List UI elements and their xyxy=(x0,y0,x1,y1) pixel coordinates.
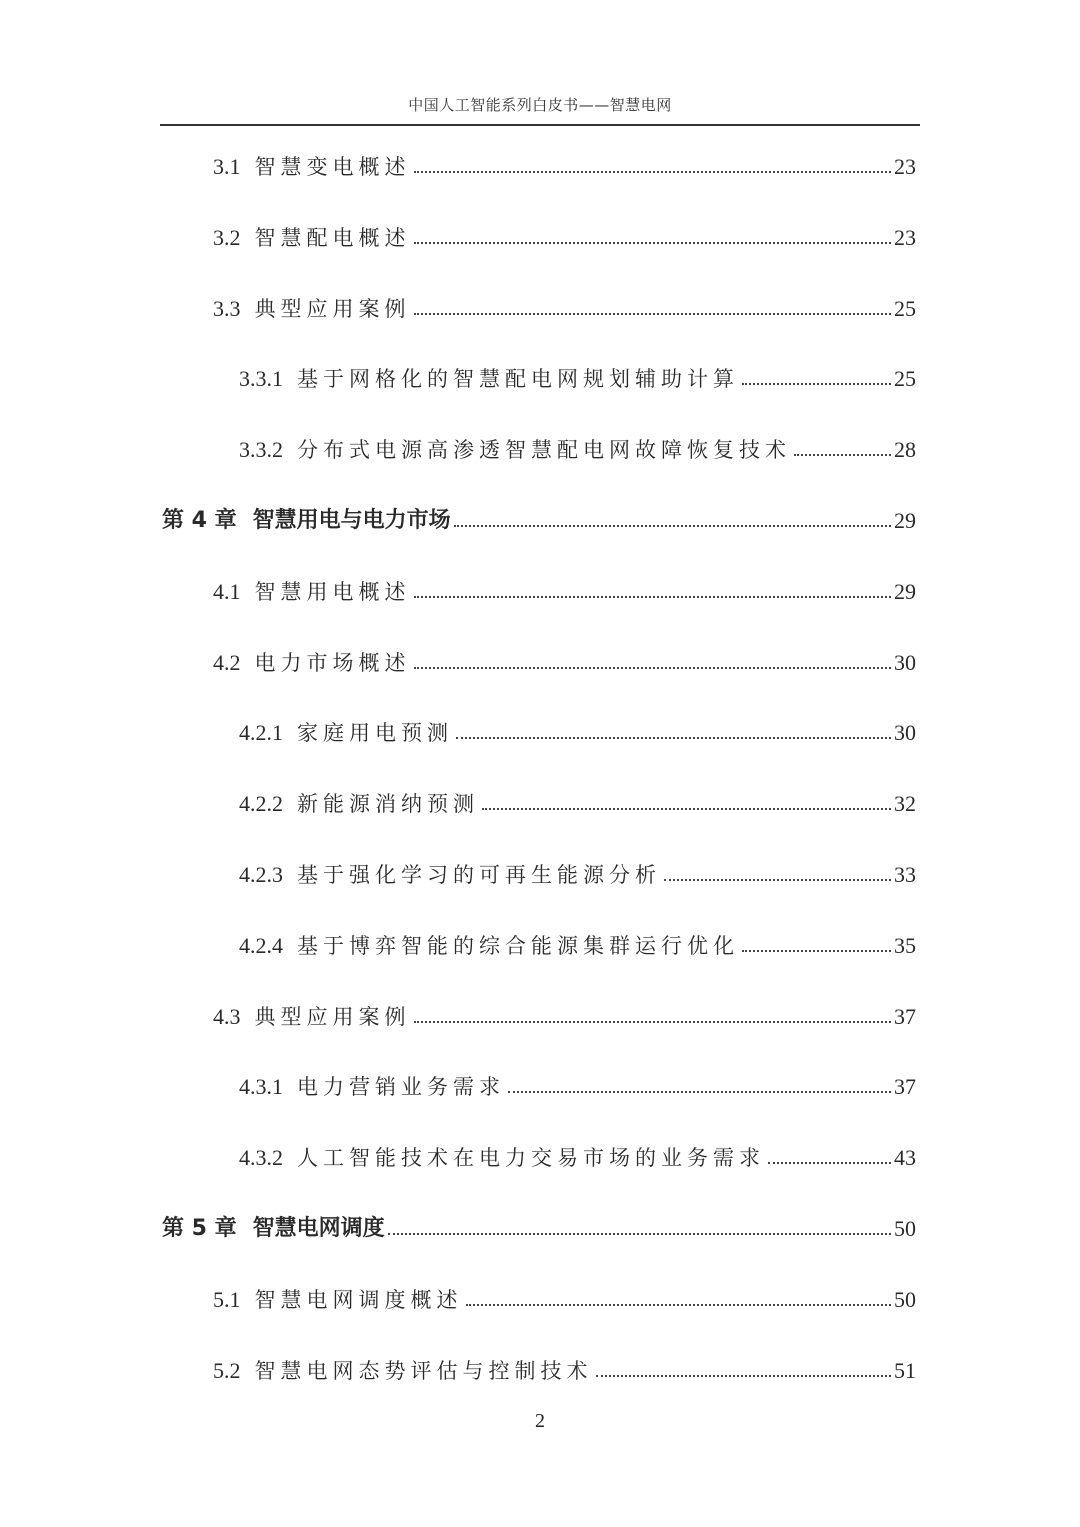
page-number: 2 xyxy=(535,1410,545,1432)
toc-section-entry[interactable] xyxy=(213,992,916,1028)
toc-entry-title: 分布式电源高渗透智慧配电网故障恢复技术 xyxy=(297,438,791,463)
toc-entry-number: 3.1 xyxy=(213,154,241,179)
toc-entry-page: 29 xyxy=(894,578,916,604)
toc-entry-title: 新能源消纳预测 xyxy=(297,792,479,817)
toc-entry-page: 28 xyxy=(894,437,916,463)
header-divider xyxy=(160,124,920,126)
toc-section-entry[interactable] xyxy=(239,425,916,461)
toc-section-entry[interactable] xyxy=(239,1062,916,1098)
toc-entry-title: 智慧配电概述 xyxy=(254,225,411,250)
toc-entry-page: 25 xyxy=(894,366,916,392)
toc-section-entry[interactable] xyxy=(213,1346,916,1382)
toc-dot-leader xyxy=(664,879,891,881)
toc-entry-page: 25 xyxy=(894,295,916,321)
toc-dot-leader xyxy=(414,596,892,598)
toc-entry-number: 4.1 xyxy=(213,578,241,604)
toc-entry-title: 典型应用案例 xyxy=(254,296,411,321)
toc-entry-number: 第 4 章 xyxy=(162,508,237,533)
toc-dot-leader xyxy=(456,737,891,739)
toc-entry-title: 典型应用案例 xyxy=(254,1004,411,1029)
toc-entry-title: 人工智能技术在电力交易市场的业务需求 xyxy=(297,1146,765,1171)
toc-entry-number: 5.1 xyxy=(213,1286,241,1312)
toc-entry-title: 智慧电网调度概述 xyxy=(254,1287,463,1312)
toc-entry-number: 3.3.1 xyxy=(239,366,283,392)
toc-entry-page: 37 xyxy=(894,1003,916,1029)
toc-entry-number: 4.3.2 xyxy=(239,1145,283,1171)
toc-dot-leader xyxy=(742,383,891,385)
toc-section-entry[interactable] xyxy=(239,850,916,886)
toc-chapter-entry[interactable] xyxy=(162,1204,916,1240)
toc-dot-leader xyxy=(596,1375,892,1377)
toc-entry-page: 37 xyxy=(894,1074,916,1100)
toc-section-entry[interactable] xyxy=(239,921,916,957)
toc-dot-leader xyxy=(414,667,892,669)
toc-section-entry[interactable] xyxy=(213,567,916,603)
toc-entry-title: 电力营销业务需求 xyxy=(297,1075,505,1100)
toc-section-entry[interactable] xyxy=(239,1133,916,1169)
toc-dot-leader xyxy=(414,171,892,173)
toc-entry-title: 智慧电网调度 xyxy=(252,1216,385,1241)
toc-entry-page: 32 xyxy=(894,791,916,817)
toc-entry-page: 30 xyxy=(894,720,916,746)
toc-entry-page: 30 xyxy=(894,649,916,675)
toc-entry-page: 50 xyxy=(894,1286,916,1312)
toc-entry-number: 4.3 xyxy=(213,1003,241,1029)
toc-entry-title: 基于网格化的智慧配电网规划辅助计算 xyxy=(297,367,739,392)
toc-entry-number: 4.2.1 xyxy=(239,720,283,746)
toc-entry-page: 29 xyxy=(894,508,916,533)
running-header: 中国人工智能系列白皮书——智慧电网 xyxy=(408,96,672,114)
toc-entry-page: 23 xyxy=(894,154,916,179)
toc-entry-title: 基于强化学习的可再生能源分析 xyxy=(297,863,661,887)
toc-entry-number: 4.2.4 xyxy=(239,932,283,958)
toc-entry-number: 4.2.2 xyxy=(239,791,283,817)
toc-dot-leader xyxy=(508,1091,891,1093)
toc-entry-number: 3.3.2 xyxy=(239,437,283,463)
toc-dot-leader xyxy=(466,1304,892,1306)
toc-entry-title: 智慧变电概述 xyxy=(254,155,411,179)
toc-entry-title: 基于博弈智能的综合能源集群运行优化 xyxy=(297,933,739,958)
toc-entry-number: 4.2.3 xyxy=(239,862,283,887)
toc-entry-page: 43 xyxy=(894,1145,916,1171)
toc-dot-leader xyxy=(414,1021,892,1023)
toc-entry-title: 智慧用电概述 xyxy=(254,579,411,604)
toc-entry-page: 35 xyxy=(894,932,916,958)
toc-dot-leader xyxy=(768,1162,891,1164)
toc-entry-number: 3.3 xyxy=(213,295,241,321)
toc-section-entry[interactable] xyxy=(239,354,916,390)
toc-entry-number: 4.2 xyxy=(213,649,241,675)
toc-section-entry[interactable] xyxy=(213,213,916,249)
toc-chapter-entry[interactable] xyxy=(162,496,916,532)
toc-entry-page: 50 xyxy=(894,1216,916,1241)
toc-entry-title: 智慧用电与电力市场 xyxy=(252,508,451,533)
toc-entry-number: 第 5 章 xyxy=(162,1216,237,1241)
toc-entry-number: 5.2 xyxy=(213,1357,241,1383)
toc-entry-number: 4.3.1 xyxy=(239,1074,283,1100)
toc-dot-leader xyxy=(414,313,892,315)
toc-dot-leader xyxy=(794,454,891,456)
toc-dot-leader xyxy=(414,242,892,244)
toc-entry-title: 电力市场概述 xyxy=(254,650,411,675)
toc-entry-title: 智慧电网态势评估与控制技术 xyxy=(254,1358,593,1383)
toc-section-entry[interactable] xyxy=(239,779,916,815)
toc-section-entry[interactable] xyxy=(213,638,916,674)
toc-entry-page: 51 xyxy=(894,1357,916,1383)
toc-entry-title: 家庭用电预测 xyxy=(297,721,453,746)
toc-dot-leader xyxy=(482,808,891,810)
toc-section-entry[interactable] xyxy=(239,708,916,744)
toc-dot-leader xyxy=(742,950,891,952)
toc-section-entry[interactable] xyxy=(213,142,916,178)
toc-entry-page: 23 xyxy=(894,224,916,250)
toc-dot-leader xyxy=(454,525,891,527)
toc-section-entry[interactable] xyxy=(213,284,916,320)
toc-entry-number: 3.2 xyxy=(213,224,241,250)
toc-entry-page: 33 xyxy=(894,862,916,887)
toc-dot-leader xyxy=(388,1233,891,1235)
toc-section-entry[interactable] xyxy=(213,1275,916,1311)
